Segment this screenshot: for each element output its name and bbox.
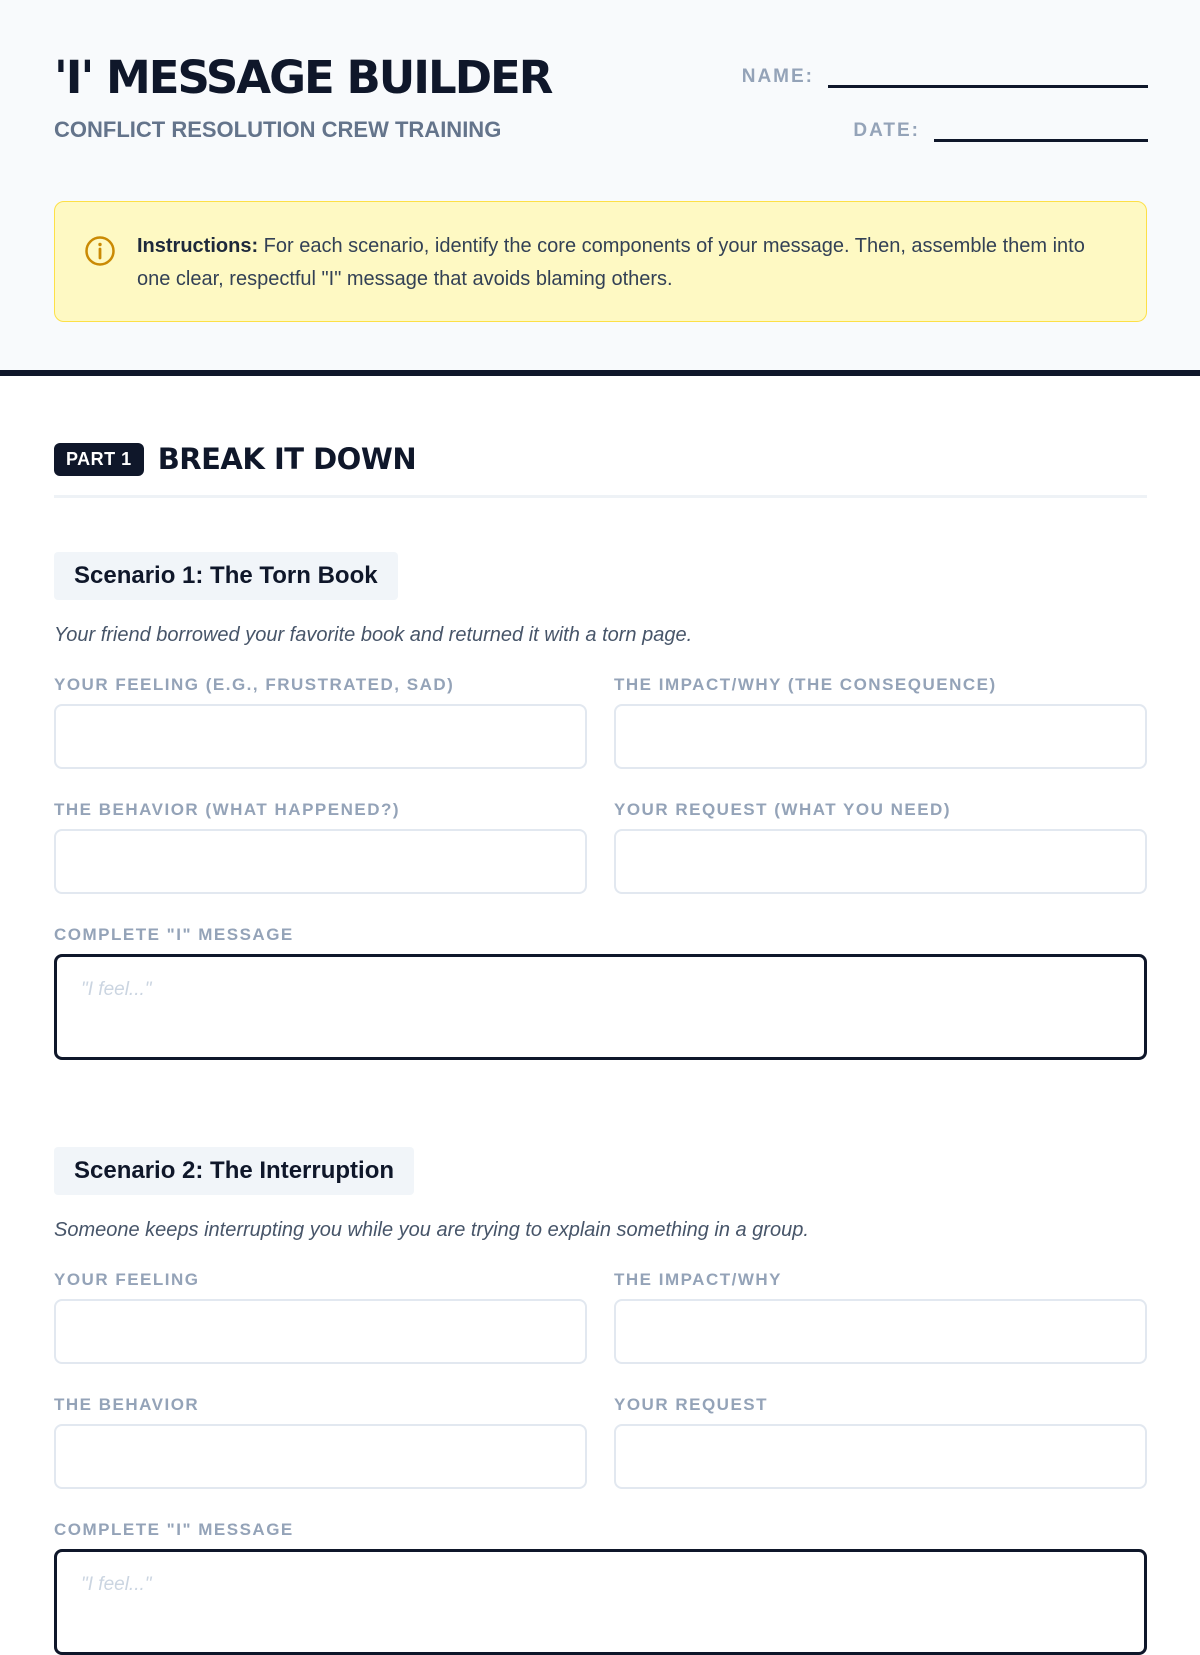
feeling-input[interactable] (54, 704, 587, 769)
component-fields (54, 1269, 1147, 1519)
feeling-field (54, 1269, 587, 1394)
scenario-title: Scenario 1: The Torn Book (54, 552, 398, 600)
request-field (614, 1394, 1147, 1519)
page-title: 'I' MESSAGE BUILDER (54, 51, 552, 104)
instructions-label: Instructions: (137, 235, 259, 257)
impact-field (614, 1269, 1147, 1394)
impact-input[interactable] (614, 1299, 1147, 1364)
request-input[interactable] (614, 829, 1147, 894)
scenario-description: Someone keeps interrupting you while you are trying to explain something in a group. (54, 1219, 809, 1241)
info-icon (83, 234, 117, 268)
behavior-field (54, 1394, 587, 1519)
part-badge: PART 1 (54, 443, 144, 476)
request-field (614, 799, 1147, 924)
scenario-2 (54, 1147, 1147, 1655)
field-label: YOUR REQUEST (WHAT YOU NEED) (614, 800, 951, 819)
feeling-field (54, 674, 587, 799)
instructions-text (137, 230, 1106, 321)
name-label: NAME: (741, 66, 814, 87)
component-fields (54, 674, 1147, 924)
scenario-description: Your friend borrowed your favorite book and returned it with a torn page. (54, 624, 693, 646)
part-divider (54, 495, 1147, 498)
worksheet-header (0, 0, 1200, 376)
complete-message-placeholder: "I feel..." (81, 1574, 152, 1595)
field-label: THE BEHAVIOR (WHAT HAPPENED?) (54, 800, 401, 819)
behavior-field (54, 799, 587, 924)
name-line[interactable] (828, 71, 1148, 88)
field-label: THE IMPACT/WHY (THE CONSEQUENCE) (614, 675, 997, 694)
complete-message-label: COMPLETE "I" MESSAGE (54, 1520, 294, 1539)
field-label: YOUR FEELING (54, 1270, 200, 1289)
complete-message-placeholder: "I feel..." (81, 979, 152, 1000)
part-title: BREAK IT DOWN (157, 442, 417, 476)
date-row (853, 120, 1148, 142)
part-header (54, 442, 416, 476)
field-label: THE BEHAVIOR (54, 1395, 200, 1414)
page-subtitle: CONFLICT RESOLUTION CREW TRAINING (54, 117, 502, 142)
field-label: YOUR REQUEST (614, 1395, 769, 1414)
instructions-body: For each scenario, identify the core components of your message. Then, assemble them into one clear, respectful "I" message that avoids blaming others. (137, 235, 1085, 290)
complete-message-input[interactable] (54, 954, 1147, 1060)
impact-input[interactable] (614, 704, 1147, 769)
feeling-input[interactable] (54, 1299, 587, 1364)
field-label: YOUR FEELING (E.G., FRUSTRATED, SAD) (54, 675, 455, 694)
date-label: DATE: (853, 120, 920, 141)
scenario-1 (54, 552, 1147, 1060)
behavior-input[interactable] (54, 829, 587, 894)
request-input[interactable] (614, 1424, 1147, 1489)
name-row (742, 66, 1148, 88)
impact-field (614, 674, 1147, 799)
scenario-title: Scenario 2: The Interruption (54, 1147, 414, 1195)
date-line[interactable] (934, 125, 1148, 142)
behavior-input[interactable] (54, 1424, 587, 1489)
complete-message-label: COMPLETE "I" MESSAGE (54, 925, 294, 944)
field-label: THE IMPACT/WHY (614, 1270, 783, 1289)
complete-message-input[interactable] (54, 1549, 1147, 1655)
instructions-callout (54, 201, 1147, 322)
